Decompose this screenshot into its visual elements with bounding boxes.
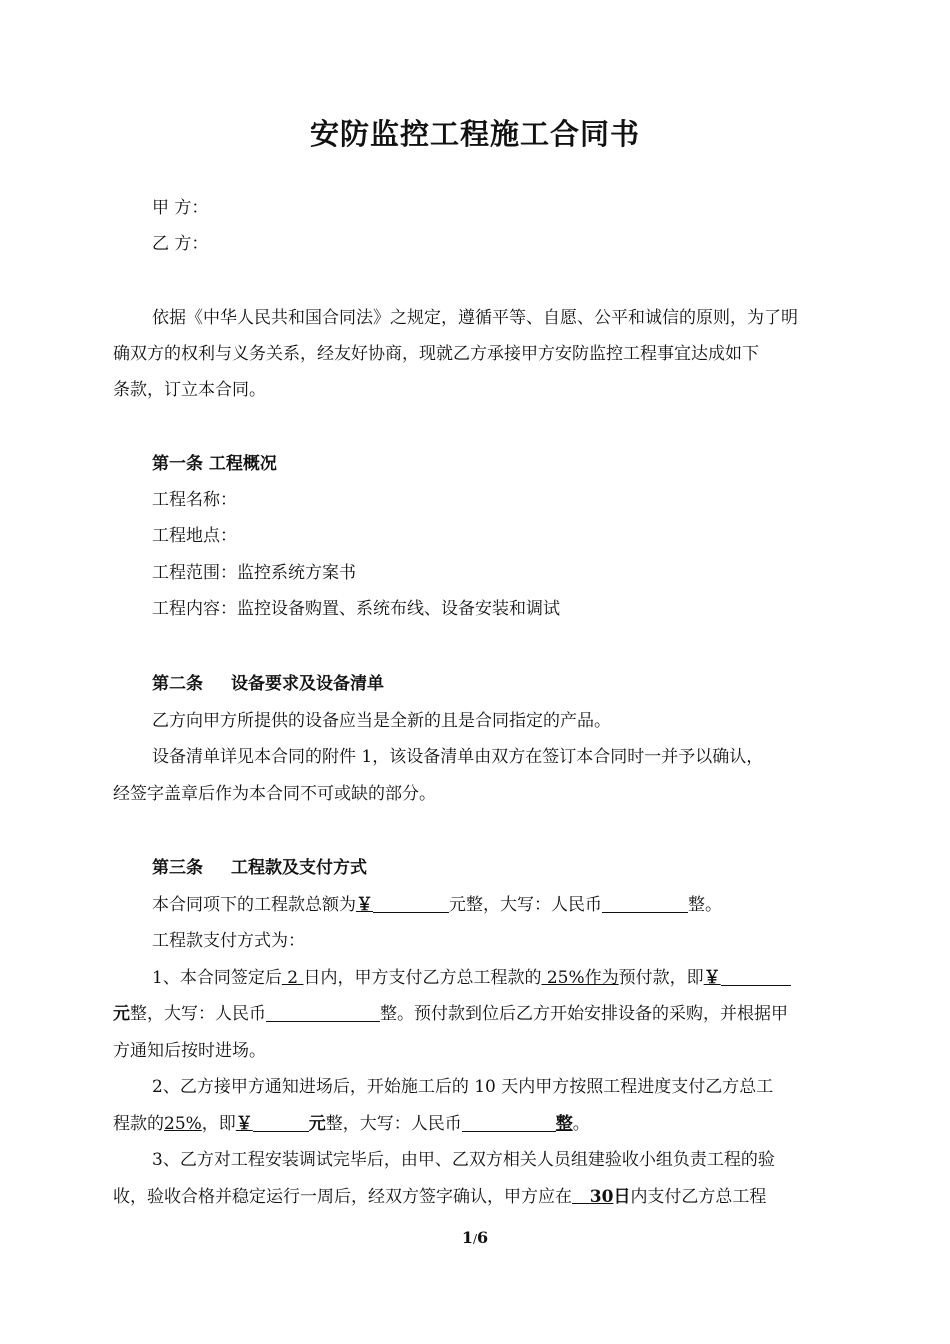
payment-item-1-line-2: 元整，大写：人民币 整。预付款到位后乙方开始安排设备的采购，并根据甲 — [113, 1004, 788, 1024]
intro-line-3: 条款，订立本合同。 — [113, 380, 266, 400]
progress-amount-blank — [253, 1114, 309, 1132]
prepay-days: 2 — [281, 968, 304, 988]
article-3-title: 工程款及支付方式 — [231, 858, 367, 878]
project-name-line: 工程名称： — [152, 490, 237, 510]
prepay-percent: 25%作为 — [541, 968, 619, 988]
page-number: 1/6 — [461, 1228, 489, 1247]
project-scope-line: 工程范围：监控系统方案书 — [152, 563, 356, 583]
article-2-number: 第二条 — [152, 674, 203, 694]
payment-item-1-line-1: 1、本合同签定后 2 日内，甲方支付乙方总工程款的 25%作为预付款，即￥ — [152, 966, 838, 990]
project-location-line: 工程地点： — [152, 526, 237, 546]
total-amount-line: 本合同项下的工程款总额为￥ 元整，大写：人民币 整。 — [152, 895, 722, 915]
page-title: 安防监控工程施工合同书 — [309, 117, 640, 151]
article-1-heading: 第一条 工程概况 — [152, 454, 277, 474]
intro-line-2: 确双方的权利与义务关系，经友好协商，现就乙方承接甲方安防监控工程事宜达成如下 — [113, 344, 759, 364]
payment-item-2-line-2: 程款的25%，即￥ 元整，大写：人民币 整。 — [113, 1114, 590, 1134]
payment-item-3-line-2: 收，验收合格并稳定运行一周后，经双方签字确认，甲方应在 30日内支付乙方总工程 — [113, 1187, 767, 1207]
article-2-title: 设备要求及设备清单 — [231, 674, 384, 694]
yen-sign: ￥ — [703, 968, 721, 988]
article-2-paragraph-2b: 经签字盖章后作为本合同不可或缺的部分。 — [113, 784, 436, 804]
party-b-line: 乙 方： — [152, 234, 209, 254]
payment-item-1-line-3: 方通知后按时进场。 — [113, 1041, 266, 1061]
amount-words-blank — [602, 895, 688, 913]
progress-percent: 25% — [164, 1114, 202, 1134]
project-content-line: 工程内容：监控设备购置、系统布线、设备安装和调试 — [152, 599, 560, 619]
yen-sign: ￥ — [356, 895, 373, 915]
progress-words-blank — [462, 1114, 556, 1132]
party-a-line: 甲 方： — [152, 198, 209, 218]
payment-item-3-line-1: 3、乙方对工程安装调试完毕后，由甲、乙双方相关人员组建验收小组负责工程的验 — [152, 1150, 775, 1170]
intro-line-1: 依据《中华人民共和国合同法》之规定，遵循平等、自愿、公平和诚信的原则，为了明 — [152, 308, 798, 328]
article-2-heading — [152, 672, 838, 696]
article-3-number: 第三条 — [152, 858, 203, 878]
article-3-heading — [152, 856, 838, 880]
prepay-amount-blank — [721, 968, 791, 986]
prepay-words-blank — [266, 1004, 380, 1022]
amount-blank — [373, 895, 449, 913]
final-days: 30 — [589, 1187, 614, 1207]
article-2-paragraph-1: 乙方向甲方所提供的设备应当是全新的且是合同指定的产品。 — [152, 711, 611, 731]
yen-sign: ￥ — [235, 1114, 253, 1134]
article-2-paragraph-2a: 设备清单详见本合同的附件 1，该设备清单由双方在签订本合同时一并予以确认， — [152, 747, 764, 767]
payment-method-line: 工程款支付方式为： — [152, 931, 305, 951]
payment-item-2-line-1: 2、乙方接甲方通知进场后，开始施工后的 10 天内甲方按照工程进度支付乙方总工 — [152, 1077, 774, 1097]
